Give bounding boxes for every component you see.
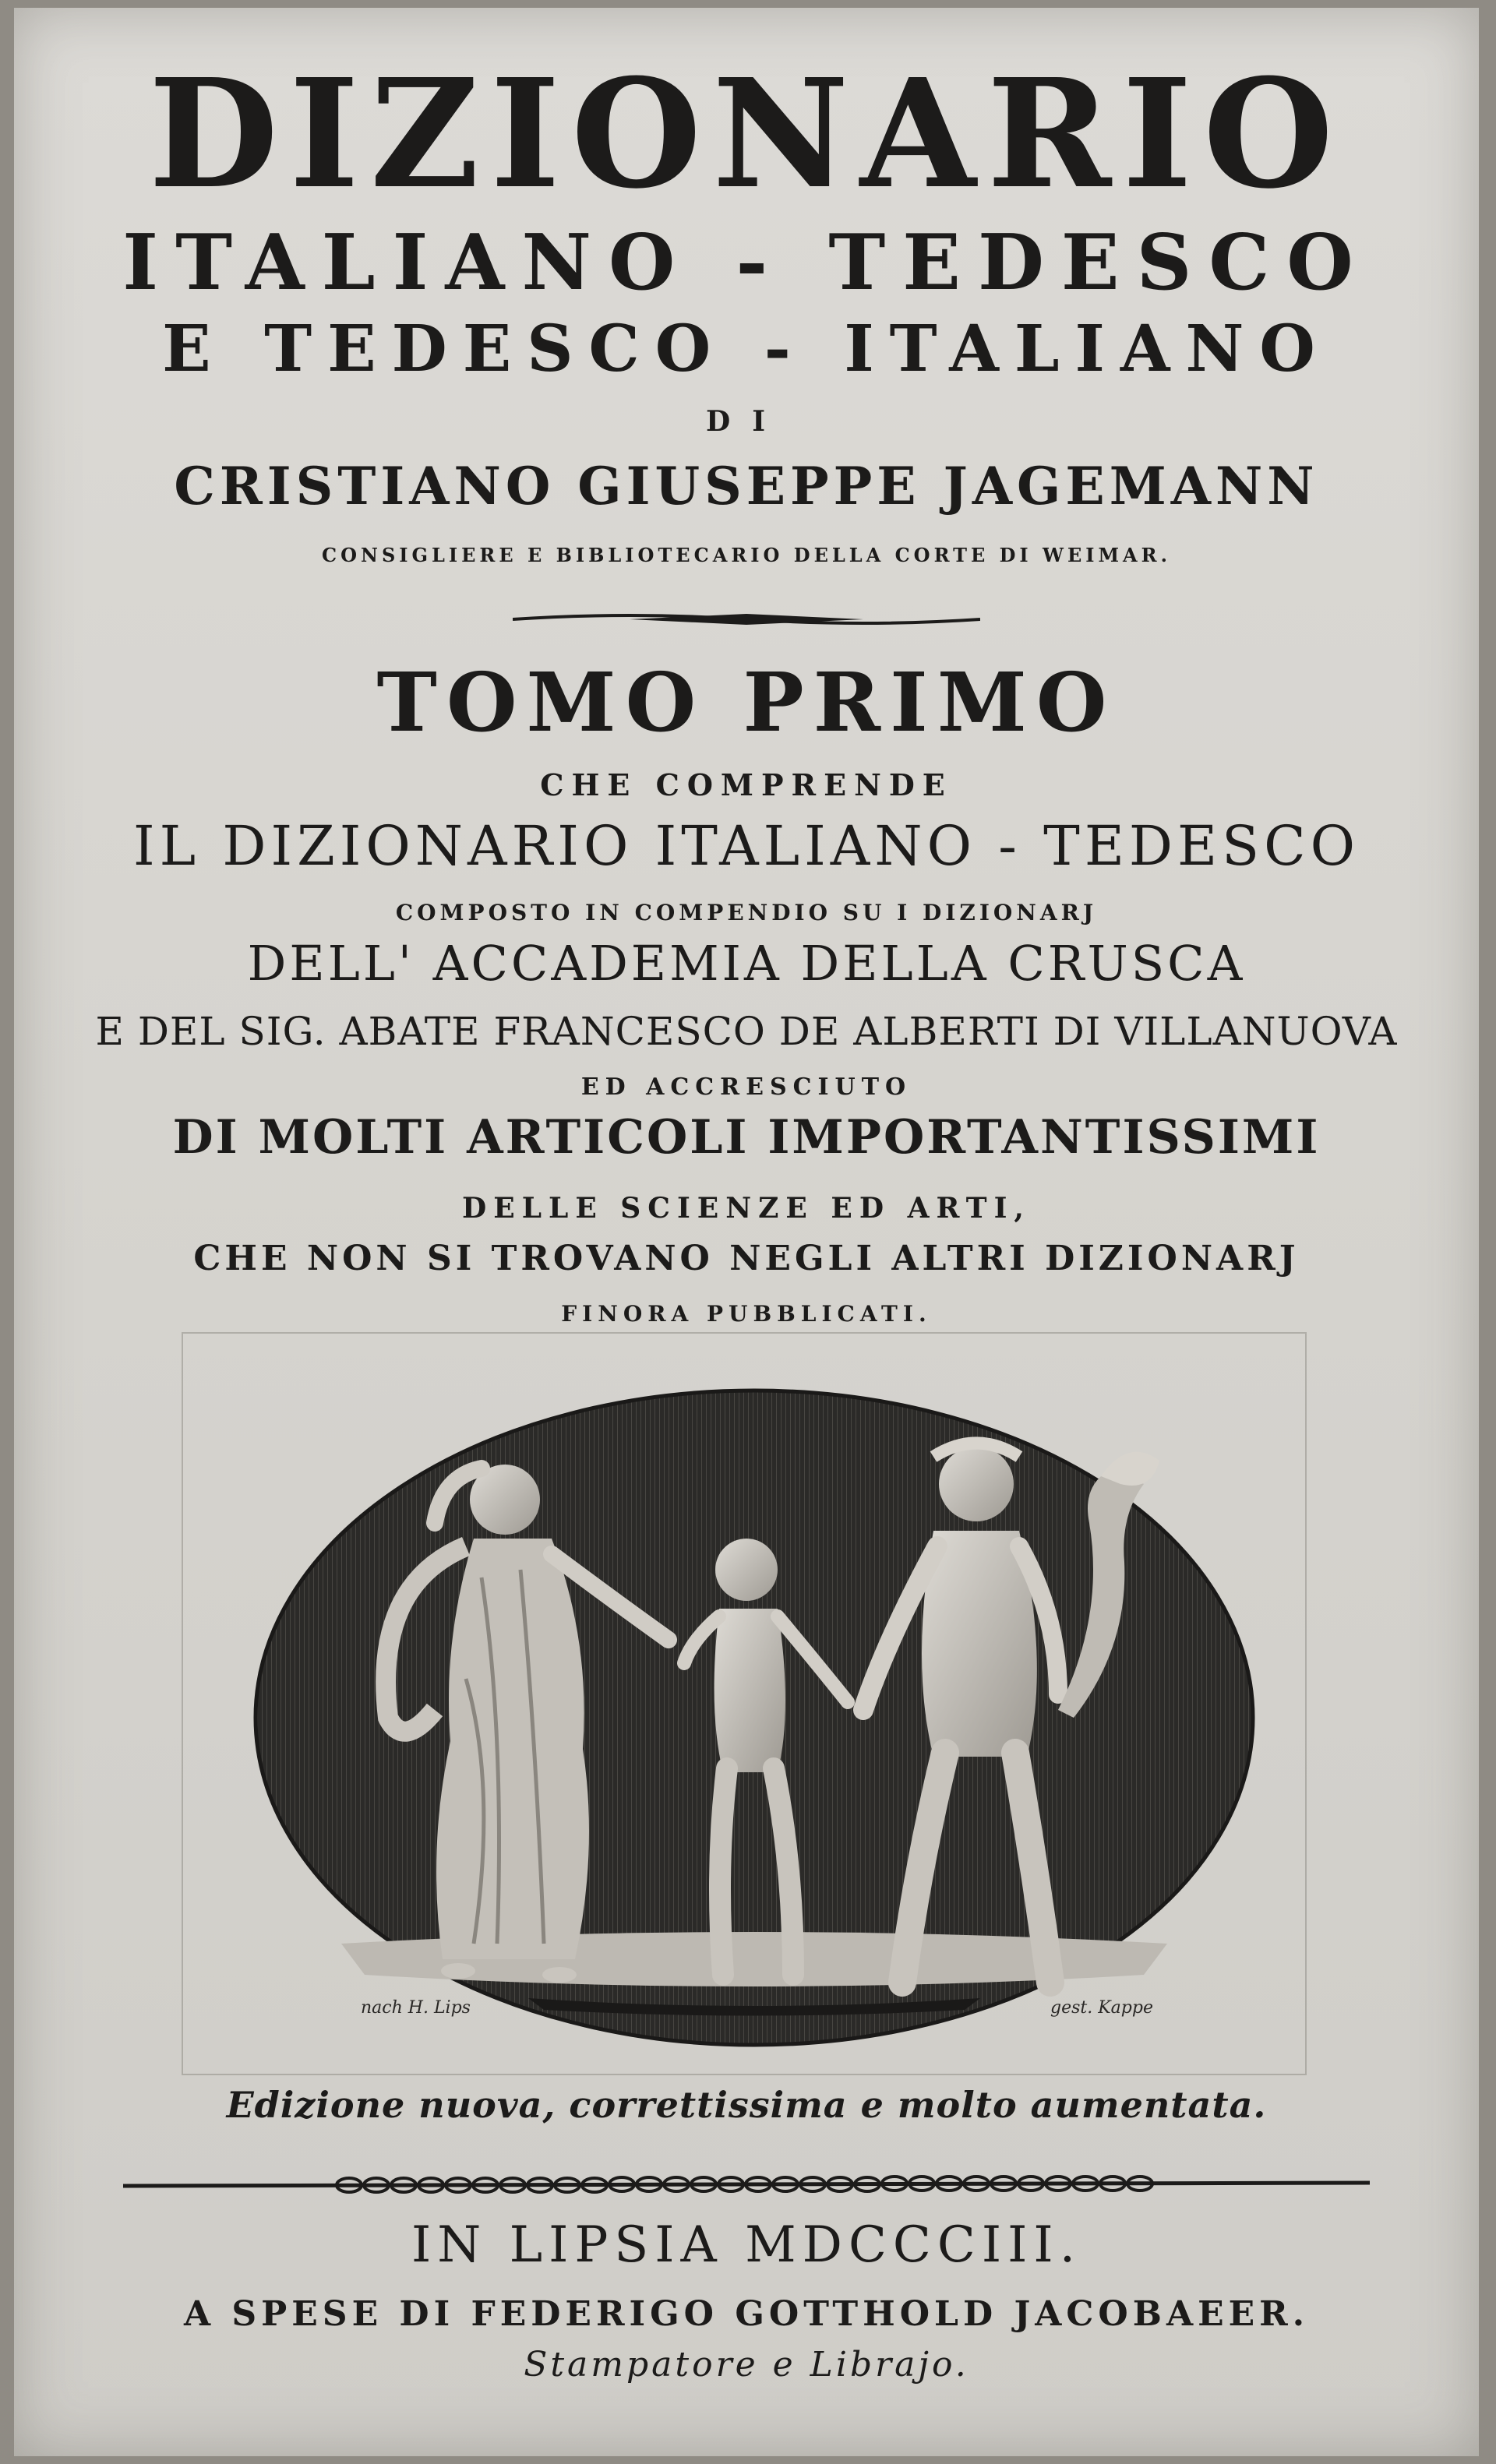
ornamental-rule (513, 608, 980, 631)
imprint-role: Stampatore e Librajo. (524, 2345, 969, 2385)
engraving-signature-right: gest. Kappe (1050, 1998, 1153, 2018)
subtitle-italian-german: ITALIANO - TEDESCO (122, 218, 1371, 308)
author-role: CONSIGLIERE E BIBLIOTECARIO DELLA CORTE DI WEIMAR. (322, 544, 1171, 566)
title-page (14, 8, 1479, 2456)
accademia-line: DELL' ACCADEMIA DELLA CRUSCA (247, 935, 1246, 992)
articles-line: DI MOLTI ARTICOLI IMPORTANTISSIMI (172, 1110, 1321, 1165)
author-name: CRISTIANO GIUSEPPE JAGEMANN (174, 456, 1319, 516)
engraving-medallion (248, 1383, 1261, 2053)
not-found-line: CHE NON SI TROVANO NEGLI ALTRI DIZIONARJ (193, 1239, 1300, 1278)
published-line: FINORA PUBBLICATI. (561, 1301, 932, 1327)
augmented-note: ED ACCRESCIUTO (580, 1073, 912, 1101)
engraving-signature-left: nach H. Lips (361, 1998, 471, 2018)
volume-content: IL DIZIONARIO ITALIANO - TEDESCO (132, 814, 1360, 878)
chain-ornament-rule (123, 2170, 1370, 2201)
main-title: DIZIONARIO (148, 47, 1345, 222)
imprint-place-year: IN LIPSIA MDCCCIII. (411, 2216, 1082, 2274)
author-preposition: DI (705, 405, 788, 438)
abate-line: E DEL SIG. ABATE FRANCESCO DE ALBERTI DI VILLANUOVA (95, 1009, 1398, 1054)
subtitle-german-italian: E TEDESCO - ITALIANO (162, 312, 1331, 386)
imprint-publisher: A SPESE DI FEDERIGO GOTTHOLD JACOBAEER. (183, 2294, 1310, 2334)
sciences-line: DELLE SCIENZE ED ARTI, (462, 1192, 1031, 1225)
volume-heading: TOMO PRIMO (376, 654, 1117, 750)
edition-statement: Edizione nuova, correttissima e molto aumentata. (226, 2084, 1267, 2126)
volume-comprises: CHE COMPRENDE (540, 767, 953, 802)
compiled-note: COMPOSTO IN COMPENDIO SU I DIZIONARJ (395, 900, 1098, 925)
